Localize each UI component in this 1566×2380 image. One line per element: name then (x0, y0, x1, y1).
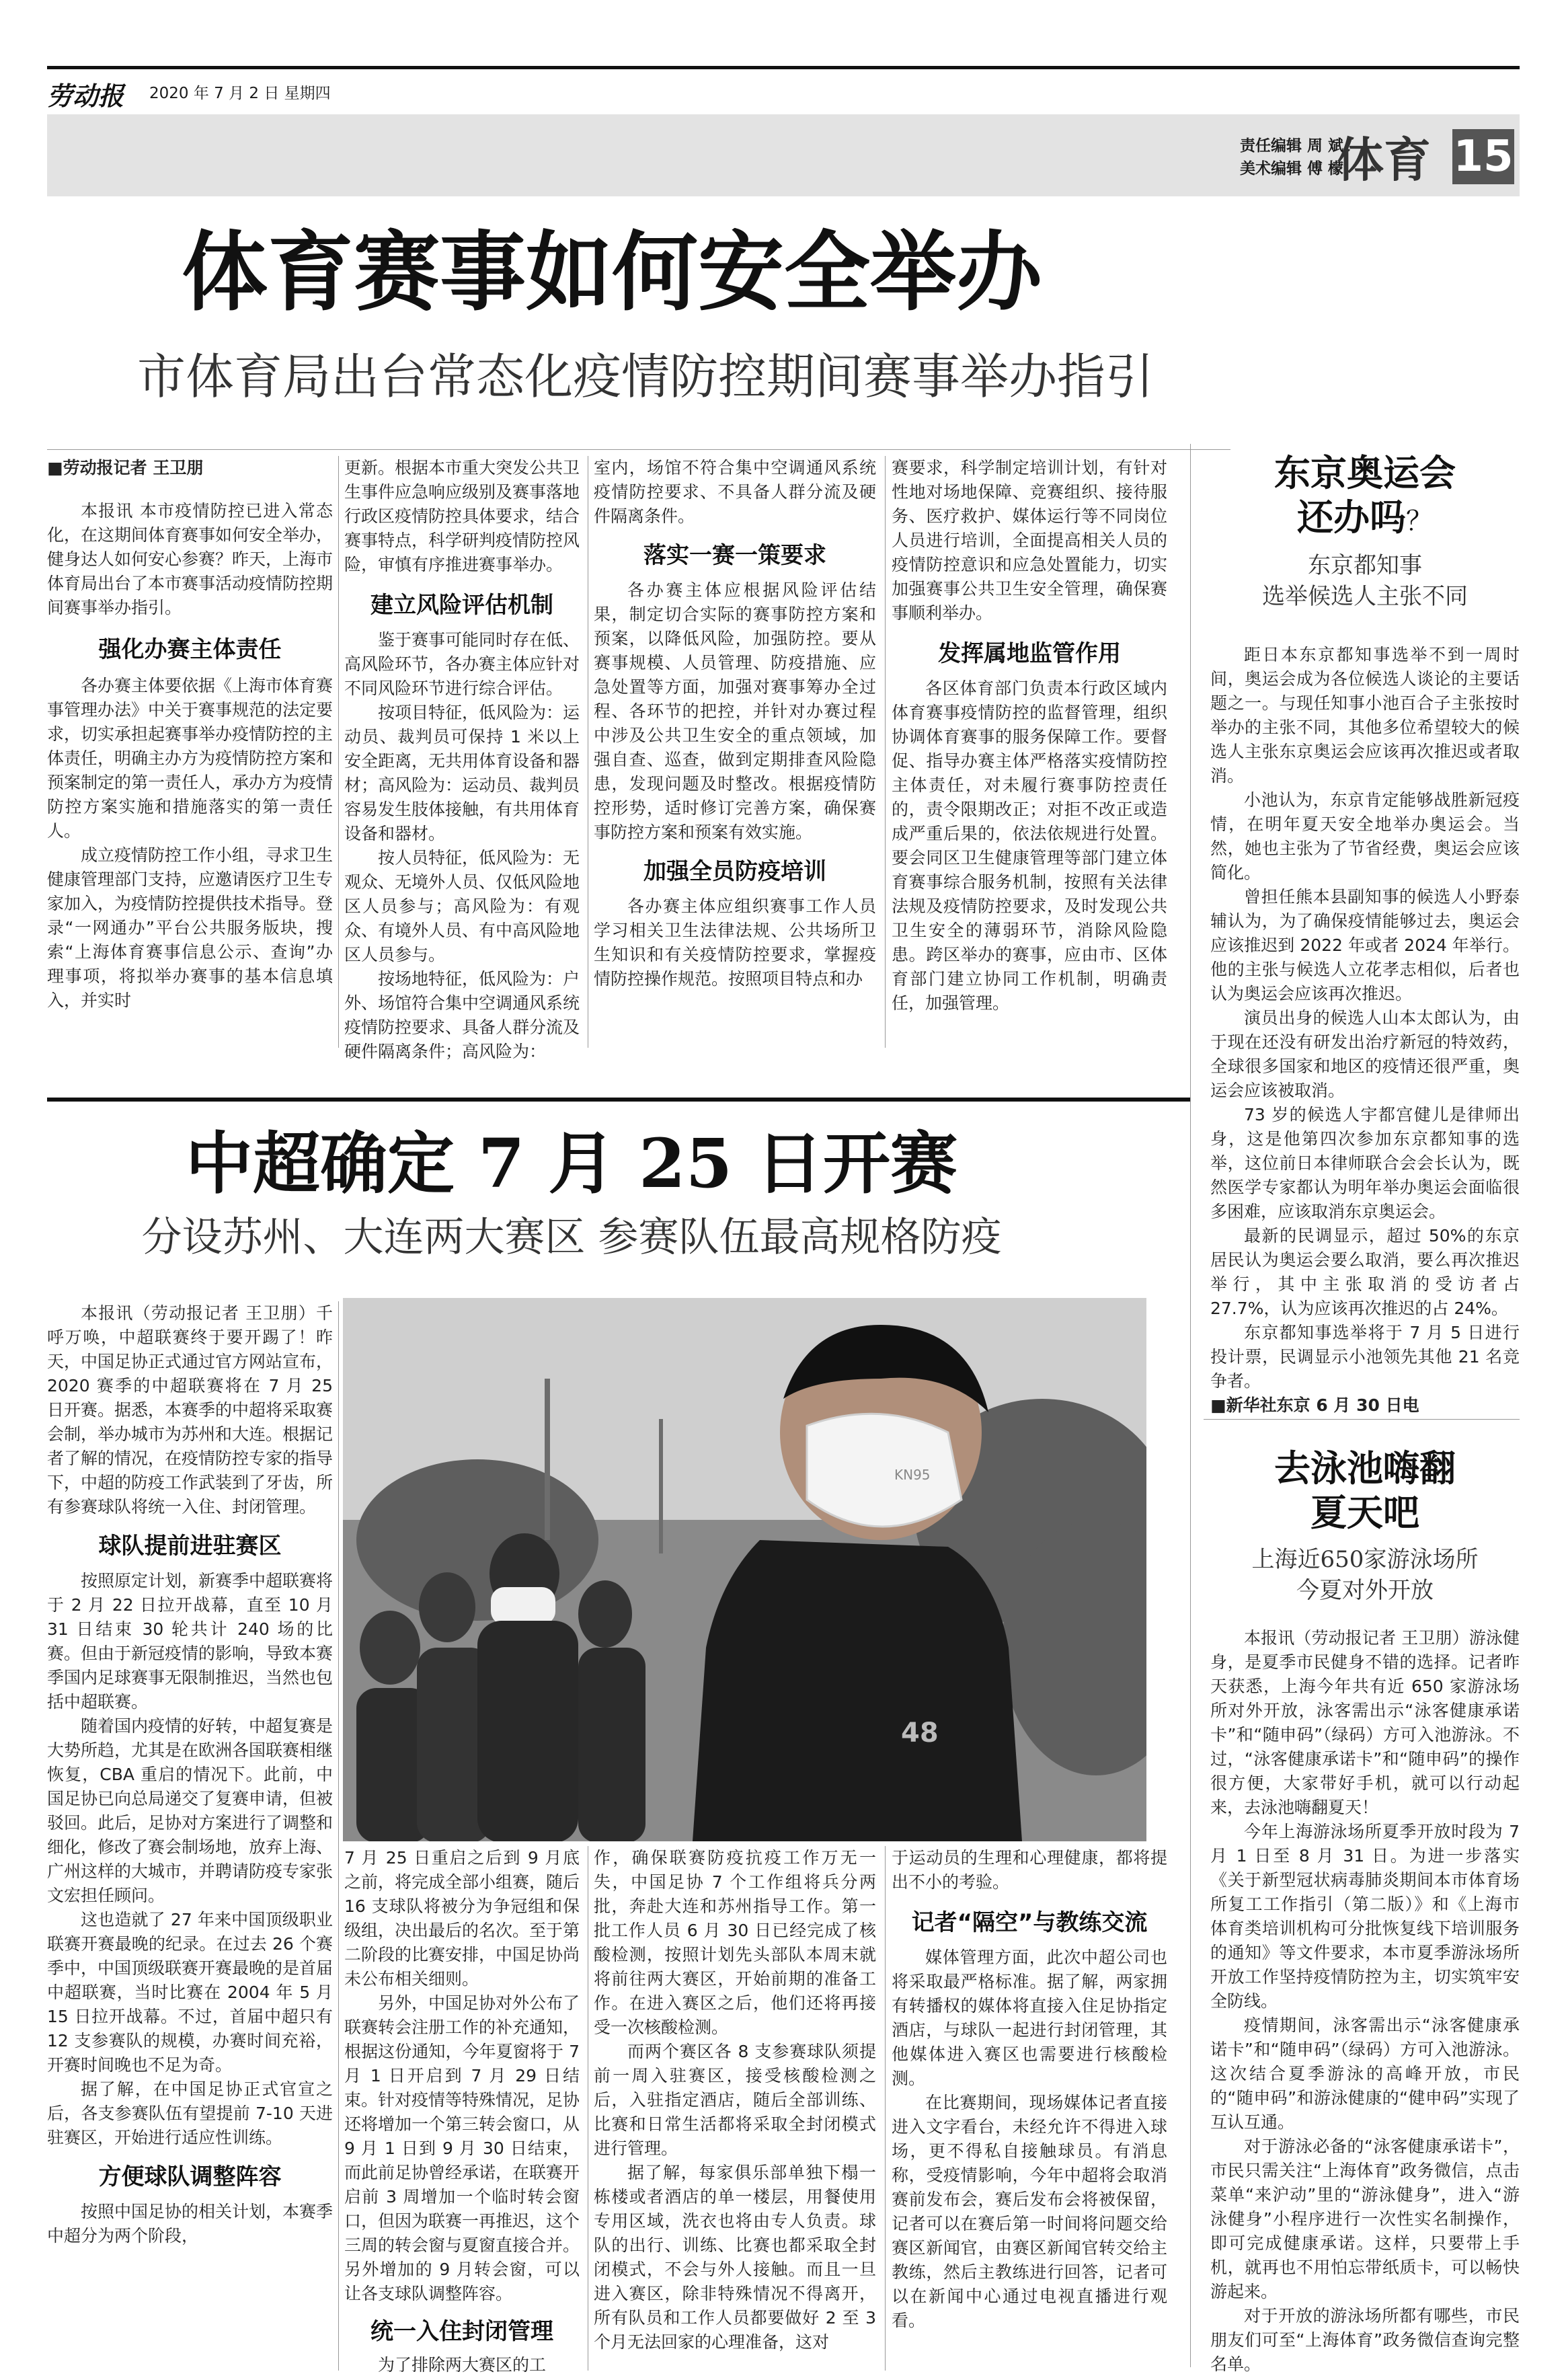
story1-subhead-c: 落实一赛一策要求 (643, 542, 826, 569)
sidebar-tokyo-paragraph: 距日本东京都知事选举不到一周时间，奥运会成为各位候选人谈论的主要话题之一。与现任知事小池百合子主张按时举办的主张不同，其他多位希望较大的候选人主张东京奥运会应该再次推迟或者取消。 (1210, 645, 1520, 785)
story2-paragraph: 按照中国足协的相关计划，本赛季中超分为两个阶段， (47, 2202, 334, 2245)
story1-column-3 (594, 456, 876, 991)
sidebar-tokyo-headline-2-text: 还办吗 (1297, 496, 1406, 539)
story1-paragraph: 更新。根据本市重大突发公共卫生事件应急响应级别及赛事落地行政区疫情防控具体要求，结合赛事特点，科学研判疫情防控风险，审慎有序推进赛事举办。 (344, 458, 580, 574)
sidebar-tokyo-paragraph: 73 岁的候选人宇都宫健儿是律师出身，这是他第四次参加东京都知事的选举，这位前日本律师联合会会长认为，既然医学专家都认为明年举办奥运会面临很多困难，应该取消东京奥运会。 (1210, 1105, 1520, 1221)
story1-headline: 体育赛事如何安全举办 (181, 222, 1042, 323)
sidebar-divider (1204, 1419, 1520, 1420)
story2-paragraph: 按照原定计划，新赛季中超联赛将于 2 月 22 日拉开战幕，直至 10 月 31 日结束 30 轮共计 240 场的比赛。但由于新冠疫情的影响，导致本赛季国内足球赛事无限制推迟，当然也包括中超联赛。 (47, 1571, 334, 1712)
story1-paragraph: 各办赛主体应根据风险评估结果，制定切合实际的赛事防控方案和预案，以降低风险，加强防控。要从赛事规模、人员管理、防疫措施、应急处置等方面，加强对赛事筹办全过程、各环节的把控，并针对办赛过程中涉及公共卫生安全的重点领域，加强自查、巡查，做到定期排查风险隐患，发现问题及时整改。根据疫情防控形势，适时修订完善方案，确保赛事防控方案和预案有效实施。 (594, 580, 876, 842)
story2-paragraph: 另外，中国足协对外公布了联赛转会注册工作的补充通知，根据这份通知，今年夏窗将于 7 月 1 日开启到 7 月 29 日结束。针对疫情等特殊情况，足协还将增加一个第三转会窗口，从 9 月 1 日到 9 月 30 日结束，而此前足协曾经承诺，在联赛开启前 3 周增加一个临时转会窗口，但因为联赛一再推迟，这个三周的转会窗与夏窗直接合并。另外增加的 9 月转会窗，可以让各支球队调整阵容。 (344, 1993, 580, 2303)
story1-subhead-a: 强化办赛主体责任 (98, 636, 282, 663)
story2-paragraph: 据了解，在中国足协正式官宣之后，各支参赛队伍有望提前 7-10 天进驻赛区，开始进行适应性训练。 (47, 2079, 333, 2147)
story2-paragraph: 随着国内疫情的好转，中超复赛是大势所趋，尤其是在欧洲各国联赛相继恢复，CBA 重启的情况下。此前，中国足协已向总局递交了复赛申请，但被驳回。此后，足协对方案进行了调整和细化，修改了赛会制场地，放弃上海、广州这样的大城市，并聘请防疫专家张文宏担任顾问。 (47, 1716, 334, 1905)
column-rule (885, 1846, 886, 2371)
sidebar-tokyo-paragraph: 小池认为，东京肯定能够战胜新冠疫情，在明年夏天安全地举办奥运会。当然，她也主张为了节省经费，奥运会应该简化。 (1210, 790, 1520, 882)
story1-paragraph: 按人员特征，低风险为：无观众、无境外人员、仅低风险地区人员参与；高风险为：有观众、有境外人员、有中高风险地区人员参与。 (344, 848, 580, 964)
story2-headline: 中超确定 7 月 25 日开赛 (186, 1124, 957, 1203)
story2-lead: 本报讯（劳动报记者 王卫朋）千呼万唤，中超联赛终于要开踢了！昨天，中国足协正式通过官方网站宣布，2020 赛季的中超联赛将在 7 月 25 日开赛。据悉，本赛季的中超将采取赛会制，举办城市为苏州和大连。根据记者了解的情况，在疫情防控专家的指导下，中超的防疫工作武装到了牙齿，所有参赛球队将统一入住、封闭管理。 (47, 1303, 334, 1517)
sidebar-swimming (1210, 1446, 1520, 2377)
story1-paragraph: 按项目特征，低风险为：运动员、裁判员可保持 1 米以上安全距离，无共用体育设备和器材；高风险为：运动员、裁判员容易发生肢体接触，有共用体育设备和器材。 (344, 703, 580, 843)
story1-paragraph: 室内，场馆不符合集中空调通风系统疫情防控要求、不具备人群分流及硬件隔离条件。 (594, 458, 876, 526)
column-rule (338, 1301, 339, 2371)
story2-subhead-d: 记者“隔空”与教练交流 (911, 1909, 1148, 1936)
sidebar-swim-sub-1: 上海近650家游泳场所 (1251, 1546, 1479, 1573)
story1-paragraph: 各办赛主体应组织赛事工作人员学习相关卫生法律法规、公共场所卫生知识和有关疫情防控要求，掌握疫情防控操作规范。按照项目特点和办 (594, 896, 876, 989)
story2-column-1 (47, 1301, 333, 2248)
sidebar-swim-headline-2: 夏天吧 (1310, 1491, 1419, 1534)
column-rule (338, 456, 339, 1048)
story2-paragraph: 作，确保联赛防疫抗疫工作万无一失，中国足协 7 个工作组将兵分两批，奔赴大连和苏州指导工作。第一批工作人员 6 月 30 日已经完成了核酸检测，按照计划先头部队本周末就将前往两大赛区，开始前期的准备工作。在进入赛区之后，他们还将再接受一次核酸检测。 (594, 1848, 876, 2037)
mask-label: KN95 (894, 1467, 931, 1483)
sidebar-tokyo-paragraph: 演员出身的候选人山本太郎认为，由于现在还没有研发出治疗新冠的特效药，全球很多国家和地区的疫情还很严重，奥运会应该被取消。 (1210, 1008, 1520, 1100)
story1-divider (47, 449, 1230, 450)
page-number: 15 (1452, 129, 1514, 184)
story2-paragraph: 媒体管理方面，此次中超公司也将采取最严格标准。据了解，两家拥有转播权的媒体将直接入住足协指定酒店，与球队一起进行封闭管理，其他媒体进入赛区也需要进行核酸检测。 (892, 1948, 1167, 2088)
issue-date: 2020 年 7 月 2 日 星期四 (149, 85, 331, 102)
story1-subhead-d: 加强全员防疫培训 (643, 858, 826, 885)
sidebar-tokyo-paragraph: 最新的民调显示，超过 50%的东京居民认为奥运会要么取消，要么再次推迟举行，其中主张取消的受访者占 27.7%，认为应该再次推迟的占 24%。 (1210, 1226, 1520, 1318)
story1-paragraph: 按场地特征，低风险为：户外、场馆符合集中空调通风系统疫情防控要求、具备人群分流及硬件隔离条件；高风险为： (344, 969, 580, 1061)
story2-subhead-c: 统一入住封闭管理 (370, 2318, 553, 2345)
sidebar-swim-paragraph: 对于游泳必备的“泳客健康承诺卡”，市民只需关注“上海体育”政务微信，点击菜单“来沪动”里的“游泳健身”，进入“游泳健身”小程序进行一次性实名制操作，即可完成健康承诺。这样，只要带上手机，就再也不用怕忘带纸质卡，可以畅快游起来。 (1210, 2137, 1520, 2301)
story1-paragraph: 各区体育部门负责本行政区域内体育赛事疫情防控的监督管理，组织协调体育赛事的服务保障工作。要督促、指导办赛主体严格落实疫情防控主体责任，对未履行赛事防控责任的，责令限期改正；对拒不改正或造成严重后果的，依法依规进行处置。要会同区卫生健康管理等部门建立体育赛事综合服务机制，按照有关法律法规及疫情防控要求，及时发现公共卫生安全的薄弱环节，消除风险隐患。跨区举办的赛事，应由市、区体育部门建立协同工作机制，明确责任，加强管理。 (892, 679, 1167, 1013)
story2-paragraph: 为了排除两大赛区的工 (378, 2355, 547, 2375)
sidebar-swim-paragraph: 对于开放的游泳场所都有哪些，市民朋友们可至“上海体育”政务微信查询完整名单。 (1210, 2306, 1520, 2374)
football-player-photo (343, 1298, 1146, 1841)
header-top-rule (47, 66, 1520, 69)
story2-subheadline: 分设苏州、大连两大赛区 参赛队伍最高规格防疫 (141, 1214, 1002, 1261)
sidebar-tokyo-sub-2: 选举候选人主张不同 (1262, 583, 1468, 610)
story1-subhead-e: 发挥属地监管作用 (938, 640, 1121, 667)
story1-paragraph: 赛要求，科学制定培训计划，有针对性地对场地保障、竞赛组织、接待服务、医疗救护、媒体运行等不同岗位人员进行培训，全面提高相关人员的疫情防控意识和应急处置能力，切实加强赛事公共卫生安全管理，确保赛事顺利举办。 (892, 458, 1167, 623)
sidebar-tokyo-sub-1: 东京都知事 (1308, 552, 1422, 579)
masthead-logo: 劳动报 (47, 81, 124, 111)
story1-column-1 (47, 456, 333, 1013)
story2-paragraph: 这也造就了 27 年来中国顶级职业联赛开赛最晚的纪录。在过去 26 个赛季中，中国顶级联赛开赛最晚的是首届中超联赛，当时比赛在 2004 年 5 月 15 日拉开战幕。不过，首届中超只有 12 支参赛队的规模，办赛时间充裕，开赛时间晚也不足为奇。 (47, 1910, 334, 2075)
editor-credit-1: 责任编辑 周 斌 (1239, 137, 1343, 155)
story2-column-3 (594, 1846, 876, 2354)
story1-subheadline: 市体育局出台常态化疫情防控期间赛事举办指引 (136, 348, 1154, 405)
story1-paragraph: 各办赛主体要依据《上海市体育赛事管理办法》中关于赛事规范的法定要求，切实承担起赛事举办疫情防控的主体责任，明确主办方为疫情防控方案和预案制定的第一责任人，承办方为疫情防控方案实施和措施落实的第一责任人。 (47, 676, 334, 841)
sidebar-tokyo-body (1210, 643, 1520, 1418)
sidebar-tokyo-credit: ■新华社东京 6 月 30 日电 (1210, 1395, 1419, 1415)
editor-credits (1169, 135, 1343, 180)
sidebar-swim-paragraph: 今年上海游泳场所夏季开放时段为 7 月 1 日至 8 月 31 日。为进一步落实《关于新型冠状病毒肺炎期间本市体育场所复工工作指引（第二版）》和《上海市体育类培训机构可分批恢复线下培训服务的通知》等文件要求，本市夏季游泳场所开放工作坚持疫情防控为主，切实筑牢安全防线。 (1210, 1822, 1520, 2011)
sidebar-swim-sub-2: 今夏对外开放 (1296, 1577, 1434, 1604)
story2-paragraph: 而两个赛区各 8 支参赛球队须提前一周入驻赛区，接受核酸检测之后，入驻指定酒店，随后全部训练、比赛和日常生活都将采取全封闭模式进行管理。 (594, 2042, 876, 2158)
section-title: 体育 (1337, 132, 1431, 188)
story2-top-rule (47, 1098, 1190, 1102)
sidebar-tokyo-paragraph: 曾担任熊本县副知事的候选人小野泰辅认为，为了确保疫情能够过去，奥运会应该推迟到 2022 年或者 2024 年举行。他的主张与候选人立花孝志相似，后者也认为奥运会应该再次推迟。 (1210, 887, 1520, 1003)
story1-subhead-b: 建立风险评估机制 (370, 592, 553, 619)
sidebar-tokyo-qmark: ？ (1406, 506, 1433, 537)
sidebar-tokyo-headline-2 (1210, 495, 1520, 543)
jersey-number: 48 (901, 1718, 939, 1749)
story2-column-2 (344, 1846, 580, 2377)
story2-paragraph: 于运动员的生理和心理健康，都将提出不小的考验。 (892, 1848, 1167, 1892)
sidebar-tokyo-headline-1: 东京奥运会 (1274, 451, 1456, 494)
story2-paragraph: 7 月 25 日重启之后到 9 月底之前，将完成全部小组赛，随后 16 支球队将被分为争冠组和保级组，决出最后的名次。至于第二阶段的比赛安排，中国足协尚未公布相关细则。 (344, 1848, 580, 1989)
story1-paragraph: 成立疫情防控工作小组，寻求卫生健康管理部门支持，应邀请医疗卫生专家加入，为疫情防控提供技术指导。登录“一网通办”平台公共服务版块，搜索“上海体育赛事信息公示、查询”办理事项，将拟举办赛事的基本信息填入，并实时 (47, 845, 334, 1010)
story1-lead: 本报讯 本市疫情防控已进入常态化，在这期间体育赛事如何安全举办，健身达人如何安心参赛？昨天，上海市体育局出台了本市赛事活动疫情防控期间赛事举办指引。 (47, 501, 334, 617)
sidebar-swim-headline-1: 去泳池嗨翻 (1274, 1447, 1456, 1490)
story2-subhead-b: 方便球队调整阵容 (98, 2163, 282, 2190)
story2-column-4 (892, 1846, 1167, 2333)
story1-byline: ■劳动报记者 王卫朋 (47, 458, 204, 477)
story1-paragraph: 鉴于赛事可能同时存在低、高风险环节，各办赛主体应针对不同风险环节进行综合评估。 (344, 630, 580, 698)
story1-column-4 (892, 456, 1167, 1015)
story2-paragraph: 在比赛期间，现场媒体记者直接进入文字看台，未经允许不得进入球场，更不得私自接触球员。有消息称，受疫情影响，今年中超将会取消赛前发布会，赛后发布会将被保留，记者可以在赛后第一时间将问题交给赛区新闻官，由赛区新闻官转交给主教练，然后主教练进行回答，记者可以在新闻中心通过电视直播进行观看。 (892, 2093, 1167, 2330)
sidebar-tokyo-paragraph: 东京都知事选举将于 7 月 5 日进行投计票，民调显示小池领先其他 21 名竞争者。 (1210, 1323, 1520, 1391)
photo-illustration (343, 1298, 1146, 1841)
sidebar-swim-body (1210, 1626, 1520, 2377)
column-rule (885, 456, 886, 1048)
editor-credit-2: 美术编辑 傅 檬 (1239, 160, 1343, 178)
sidebar-swim-paragraph: 疫情期间，泳客需出示“泳客健康承诺卡”和“随申码”（绿码）方可入池游泳。这次结合夏季游泳的高峰开放，市民的“随申码”和游泳健康的“健申码”实现了互认互通。 (1210, 2016, 1520, 2132)
sidebar-rule (1190, 444, 1191, 2367)
sidebar-swim-paragraph: 本报讯（劳动报记者 王卫朋）游泳健身，是夏季市民健身不错的选择。记者昨天获悉，上海今年共有近 650 家游泳场所对外开放，泳客需出示“泳客健康承诺卡”和“随申码”（绿码）方可入池游泳。不过，“泳客健康承诺卡”和“随申码”的操作很方便，大家带好手机，就可以行动起来，去泳池嗨翻夏天！ (1210, 1628, 1520, 1817)
story2-paragraph: 据了解，每家俱乐部单独下榻一栋楼或者酒店的单一楼层，用餐使用专用区域，洗衣也将由专人负责。球队的出行、训练、比赛也都采取全封闭模式，不会与外人接触。而且一旦进入赛区，除非特殊情况不得离开，所有队员和工作人员都要做好 2 至 3 个月无法回家的心理准备，这对 (594, 2163, 876, 2352)
story1-column-2 (344, 456, 580, 1064)
sidebar-tokyo (1210, 451, 1520, 1418)
story2-subhead-a: 球队提前进驻赛区 (98, 1533, 282, 1560)
